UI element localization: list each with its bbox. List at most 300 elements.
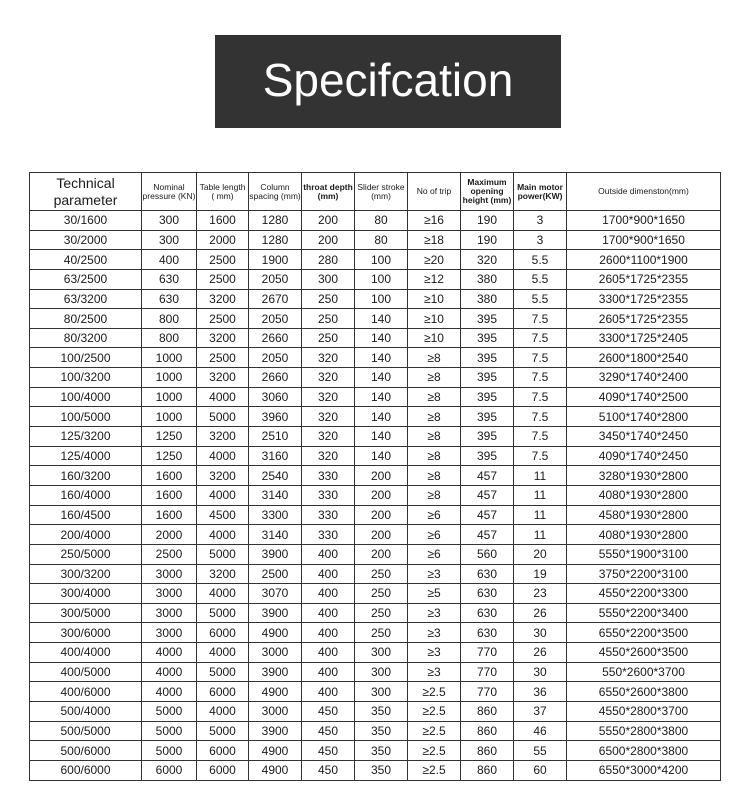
table-row xyxy=(30,702,721,722)
cell-nominal-pressure: 1000 xyxy=(142,348,197,368)
cell-max-opening-height: 630 xyxy=(461,584,514,604)
cell-slider-stroke: 250 xyxy=(355,564,408,584)
cell-throat-depth: 250 xyxy=(302,309,355,329)
table-row xyxy=(30,289,721,309)
cell-no-of-trip: ≥10 xyxy=(408,309,461,329)
cell-motor-power: 26 xyxy=(514,603,567,623)
cell-table-length: 5000 xyxy=(197,407,249,427)
header-no-of-trip: No of trip xyxy=(408,173,461,211)
cell-outside-dimension: 3300*1725*2405 xyxy=(567,328,721,348)
cell-model: 300/3200 xyxy=(30,564,142,584)
header-column-spacing: Column spacing (mm) xyxy=(249,173,302,211)
table-body xyxy=(30,211,721,781)
cell-model: 160/3200 xyxy=(30,466,142,486)
table-row xyxy=(30,446,721,466)
cell-no-of-trip: ≥3 xyxy=(408,662,461,682)
cell-column-spacing: 2050 xyxy=(249,269,302,289)
cell-no-of-trip: ≥12 xyxy=(408,269,461,289)
cell-column-spacing: 4900 xyxy=(249,741,302,761)
cell-slider-stroke: 140 xyxy=(355,446,408,466)
cell-outside-dimension: 3450*1740*2450 xyxy=(567,427,721,447)
cell-no-of-trip: ≥2.5 xyxy=(408,702,461,722)
cell-table-length: 2500 xyxy=(197,269,249,289)
cell-table-length: 2000 xyxy=(197,230,249,250)
cell-motor-power: 30 xyxy=(514,623,567,643)
cell-nominal-pressure: 1000 xyxy=(142,387,197,407)
cell-outside-dimension: 6500*2800*3800 xyxy=(567,741,721,761)
cell-outside-dimension: 6550*2600*3800 xyxy=(567,682,721,702)
cell-outside-dimension: 1700*900*1650 xyxy=(567,230,721,250)
cell-column-spacing: 2670 xyxy=(249,289,302,309)
cell-slider-stroke: 300 xyxy=(355,643,408,663)
cell-no-of-trip: ≥2.5 xyxy=(408,741,461,761)
cell-motor-power: 7.5 xyxy=(514,348,567,368)
cell-no-of-trip: ≥5 xyxy=(408,584,461,604)
title-banner xyxy=(215,35,561,128)
cell-nominal-pressure: 5000 xyxy=(142,702,197,722)
cell-model: 30/2000 xyxy=(30,230,142,250)
cell-table-length: 2500 xyxy=(197,309,249,329)
table-row xyxy=(30,721,721,741)
cell-model: 30/1600 xyxy=(30,211,142,231)
cell-motor-power: 5.5 xyxy=(514,289,567,309)
table-row xyxy=(30,368,721,388)
cell-throat-depth: 450 xyxy=(302,721,355,741)
cell-no-of-trip: ≥10 xyxy=(408,328,461,348)
cell-slider-stroke: 250 xyxy=(355,623,408,643)
cell-column-spacing: 3900 xyxy=(249,721,302,741)
cell-outside-dimension: 3280*1930*2800 xyxy=(567,466,721,486)
cell-nominal-pressure: 4000 xyxy=(142,682,197,702)
header-throat-depth: throat depth (mm) xyxy=(302,173,355,211)
cell-column-spacing: 2050 xyxy=(249,309,302,329)
page-title: Specifcation xyxy=(262,53,514,106)
cell-nominal-pressure: 1600 xyxy=(142,505,197,525)
cell-table-length: 6000 xyxy=(197,741,249,761)
cell-no-of-trip: ≥8 xyxy=(408,407,461,427)
cell-throat-depth: 320 xyxy=(302,368,355,388)
cell-motor-power: 60 xyxy=(514,760,567,780)
cell-outside-dimension: 3290*1740*2400 xyxy=(567,368,721,388)
cell-outside-dimension: 4550*2200*3300 xyxy=(567,584,721,604)
cell-model: 600/6000 xyxy=(30,760,142,780)
table-row xyxy=(30,466,721,486)
cell-outside-dimension: 4080*1930*2800 xyxy=(567,485,721,505)
cell-model: 80/3200 xyxy=(30,328,142,348)
cell-motor-power: 46 xyxy=(514,721,567,741)
cell-max-opening-height: 395 xyxy=(461,446,514,466)
cell-slider-stroke: 250 xyxy=(355,584,408,604)
cell-max-opening-height: 380 xyxy=(461,289,514,309)
cell-max-opening-height: 395 xyxy=(461,387,514,407)
cell-column-spacing: 1280 xyxy=(249,211,302,231)
cell-throat-depth: 400 xyxy=(302,682,355,702)
cell-no-of-trip: ≥8 xyxy=(408,427,461,447)
table-row xyxy=(30,525,721,545)
cell-model: 100/2500 xyxy=(30,348,142,368)
cell-model: 500/4000 xyxy=(30,702,142,722)
cell-motor-power: 7.5 xyxy=(514,368,567,388)
table-row xyxy=(30,328,721,348)
specification-table xyxy=(29,172,721,781)
cell-model: 63/2500 xyxy=(30,269,142,289)
table-row xyxy=(30,623,721,643)
cell-outside-dimension: 2600*1100*1900 xyxy=(567,250,721,270)
header-max-opening-height: Maximum opening height (mm) xyxy=(461,173,514,211)
cell-column-spacing: 3900 xyxy=(249,603,302,623)
cell-nominal-pressure: 2500 xyxy=(142,544,197,564)
cell-motor-power: 7.5 xyxy=(514,446,567,466)
cell-no-of-trip: ≥8 xyxy=(408,446,461,466)
table-row xyxy=(30,544,721,564)
cell-column-spacing: 4900 xyxy=(249,623,302,643)
cell-outside-dimension: 5100*1740*2800 xyxy=(567,407,721,427)
cell-max-opening-height: 630 xyxy=(461,603,514,623)
cell-max-opening-height: 190 xyxy=(461,230,514,250)
cell-model: 300/5000 xyxy=(30,603,142,623)
cell-model: 40/2500 xyxy=(30,250,142,270)
cell-outside-dimension: 1700*900*1650 xyxy=(567,211,721,231)
cell-no-of-trip: ≥10 xyxy=(408,289,461,309)
cell-throat-depth: 330 xyxy=(302,485,355,505)
cell-slider-stroke: 140 xyxy=(355,328,408,348)
header-row xyxy=(30,173,721,211)
cell-column-spacing: 2050 xyxy=(249,348,302,368)
cell-column-spacing: 3900 xyxy=(249,662,302,682)
cell-table-length: 5000 xyxy=(197,662,249,682)
cell-table-length: 4000 xyxy=(197,387,249,407)
cell-throat-depth: 320 xyxy=(302,407,355,427)
table-row xyxy=(30,603,721,623)
cell-slider-stroke: 200 xyxy=(355,544,408,564)
cell-no-of-trip: ≥2.5 xyxy=(408,721,461,741)
cell-no-of-trip: ≥8 xyxy=(408,466,461,486)
cell-motor-power: 5.5 xyxy=(514,250,567,270)
cell-model: 160/4500 xyxy=(30,505,142,525)
cell-nominal-pressure: 800 xyxy=(142,309,197,329)
cell-throat-depth: 400 xyxy=(302,623,355,643)
cell-motor-power: 3 xyxy=(514,230,567,250)
cell-nominal-pressure: 1250 xyxy=(142,446,197,466)
cell-no-of-trip: ≥3 xyxy=(408,603,461,623)
table-row xyxy=(30,309,721,329)
cell-max-opening-height: 395 xyxy=(461,368,514,388)
cell-table-length: 3200 xyxy=(197,328,249,348)
cell-table-length: 1600 xyxy=(197,211,249,231)
cell-nominal-pressure: 3000 xyxy=(142,603,197,623)
cell-table-length: 4500 xyxy=(197,505,249,525)
table-row xyxy=(30,407,721,427)
cell-table-length: 5000 xyxy=(197,544,249,564)
cell-outside-dimension: 4550*2600*3500 xyxy=(567,643,721,663)
cell-max-opening-height: 395 xyxy=(461,427,514,447)
cell-throat-depth: 400 xyxy=(302,584,355,604)
cell-slider-stroke: 100 xyxy=(355,289,408,309)
cell-max-opening-height: 457 xyxy=(461,485,514,505)
cell-nominal-pressure: 2000 xyxy=(142,525,197,545)
cell-no-of-trip: ≥20 xyxy=(408,250,461,270)
cell-throat-depth: 400 xyxy=(302,603,355,623)
cell-throat-depth: 450 xyxy=(302,760,355,780)
cell-throat-depth: 320 xyxy=(302,427,355,447)
cell-max-opening-height: 457 xyxy=(461,525,514,545)
table-row xyxy=(30,250,721,270)
cell-slider-stroke: 140 xyxy=(355,407,408,427)
cell-column-spacing: 3000 xyxy=(249,702,302,722)
cell-outside-dimension: 550*2600*3700 xyxy=(567,662,721,682)
cell-model: 80/2500 xyxy=(30,309,142,329)
cell-column-spacing: 3140 xyxy=(249,485,302,505)
cell-outside-dimension: 4580*1930*2800 xyxy=(567,505,721,525)
cell-motor-power: 26 xyxy=(514,643,567,663)
cell-model: 125/3200 xyxy=(30,427,142,447)
cell-model: 250/5000 xyxy=(30,544,142,564)
cell-throat-depth: 450 xyxy=(302,702,355,722)
cell-max-opening-height: 395 xyxy=(461,348,514,368)
cell-model: 400/5000 xyxy=(30,662,142,682)
cell-no-of-trip: ≥6 xyxy=(408,505,461,525)
cell-column-spacing: 2660 xyxy=(249,328,302,348)
cell-nominal-pressure: 3000 xyxy=(142,623,197,643)
cell-outside-dimension: 6550*3000*4200 xyxy=(567,760,721,780)
cell-max-opening-height: 457 xyxy=(461,466,514,486)
cell-no-of-trip: ≥8 xyxy=(408,348,461,368)
cell-model: 100/3200 xyxy=(30,368,142,388)
cell-nominal-pressure: 1250 xyxy=(142,427,197,447)
cell-no-of-trip: ≥18 xyxy=(408,230,461,250)
cell-nominal-pressure: 400 xyxy=(142,250,197,270)
cell-max-opening-height: 860 xyxy=(461,741,514,761)
cell-model: 200/4000 xyxy=(30,525,142,545)
table-row xyxy=(30,427,721,447)
cell-motor-power: 7.5 xyxy=(514,328,567,348)
table-header xyxy=(30,173,721,211)
cell-throat-depth: 300 xyxy=(302,269,355,289)
cell-nominal-pressure: 300 xyxy=(142,211,197,231)
cell-motor-power: 11 xyxy=(514,485,567,505)
cell-slider-stroke: 200 xyxy=(355,485,408,505)
cell-throat-depth: 330 xyxy=(302,505,355,525)
cell-outside-dimension: 3300*1725*2355 xyxy=(567,289,721,309)
cell-no-of-trip: ≥8 xyxy=(408,387,461,407)
cell-column-spacing: 3960 xyxy=(249,407,302,427)
cell-column-spacing: 3070 xyxy=(249,584,302,604)
cell-motor-power: 19 xyxy=(514,564,567,584)
cell-column-spacing: 3060 xyxy=(249,387,302,407)
cell-motor-power: 37 xyxy=(514,702,567,722)
cell-max-opening-height: 457 xyxy=(461,505,514,525)
cell-slider-stroke: 140 xyxy=(355,348,408,368)
cell-model: 125/4000 xyxy=(30,446,142,466)
table-row xyxy=(30,211,721,231)
cell-throat-depth: 250 xyxy=(302,289,355,309)
cell-no-of-trip: ≥8 xyxy=(408,485,461,505)
cell-slider-stroke: 350 xyxy=(355,702,408,722)
cell-slider-stroke: 100 xyxy=(355,250,408,270)
cell-throat-depth: 400 xyxy=(302,544,355,564)
cell-throat-depth: 280 xyxy=(302,250,355,270)
cell-table-length: 5000 xyxy=(197,603,249,623)
table-row xyxy=(30,230,721,250)
cell-slider-stroke: 140 xyxy=(355,368,408,388)
cell-nominal-pressure: 300 xyxy=(142,230,197,250)
cell-column-spacing: 2660 xyxy=(249,368,302,388)
table-row xyxy=(30,348,721,368)
cell-max-opening-height: 630 xyxy=(461,623,514,643)
cell-motor-power: 30 xyxy=(514,662,567,682)
cell-motor-power: 55 xyxy=(514,741,567,761)
cell-column-spacing: 1900 xyxy=(249,250,302,270)
cell-motor-power: 7.5 xyxy=(514,387,567,407)
cell-motor-power: 23 xyxy=(514,584,567,604)
cell-throat-depth: 330 xyxy=(302,466,355,486)
cell-no-of-trip: ≥8 xyxy=(408,368,461,388)
cell-motor-power: 7.5 xyxy=(514,407,567,427)
cell-max-opening-height: 630 xyxy=(461,564,514,584)
cell-table-length: 4000 xyxy=(197,525,249,545)
cell-nominal-pressure: 4000 xyxy=(142,643,197,663)
header-main-motor-power: Main motor power(KW) xyxy=(514,173,567,211)
table-row xyxy=(30,564,721,584)
cell-model: 100/5000 xyxy=(30,407,142,427)
header-outside-dimension: Outside dimenston(mm) xyxy=(567,173,721,211)
cell-column-spacing: 4900 xyxy=(249,682,302,702)
cell-slider-stroke: 140 xyxy=(355,309,408,329)
table-row xyxy=(30,269,721,289)
cell-outside-dimension: 4090*1740*2500 xyxy=(567,387,721,407)
cell-model: 300/6000 xyxy=(30,623,142,643)
cell-slider-stroke: 80 xyxy=(355,211,408,231)
cell-max-opening-height: 560 xyxy=(461,544,514,564)
cell-slider-stroke: 250 xyxy=(355,603,408,623)
cell-outside-dimension: 2605*1725*2355 xyxy=(567,309,721,329)
cell-no-of-trip: ≥2.5 xyxy=(408,682,461,702)
cell-model: 100/4000 xyxy=(30,387,142,407)
table-row xyxy=(30,682,721,702)
cell-column-spacing: 3000 xyxy=(249,643,302,663)
cell-throat-depth: 330 xyxy=(302,525,355,545)
cell-throat-depth: 250 xyxy=(302,328,355,348)
cell-no-of-trip: ≥3 xyxy=(408,623,461,643)
table-row xyxy=(30,643,721,663)
cell-motor-power: 3 xyxy=(514,211,567,231)
cell-outside-dimension: 5550*1900*3100 xyxy=(567,544,721,564)
cell-outside-dimension: 5550*2800*3800 xyxy=(567,721,721,741)
cell-motor-power: 7.5 xyxy=(514,427,567,447)
cell-column-spacing: 4900 xyxy=(249,760,302,780)
cell-motor-power: 11 xyxy=(514,525,567,545)
cell-slider-stroke: 80 xyxy=(355,230,408,250)
cell-throat-depth: 400 xyxy=(302,564,355,584)
cell-column-spacing: 2540 xyxy=(249,466,302,486)
cell-column-spacing: 3300 xyxy=(249,505,302,525)
cell-max-opening-height: 770 xyxy=(461,682,514,702)
cell-outside-dimension: 2600*1800*2540 xyxy=(567,348,721,368)
cell-nominal-pressure: 5000 xyxy=(142,741,197,761)
cell-nominal-pressure: 6000 xyxy=(142,760,197,780)
cell-throat-depth: 400 xyxy=(302,643,355,663)
cell-slider-stroke: 200 xyxy=(355,466,408,486)
cell-throat-depth: 320 xyxy=(302,446,355,466)
cell-column-spacing: 2500 xyxy=(249,564,302,584)
cell-no-of-trip: ≥3 xyxy=(408,643,461,663)
cell-model: 300/4000 xyxy=(30,584,142,604)
cell-column-spacing: 1280 xyxy=(249,230,302,250)
cell-max-opening-height: 860 xyxy=(461,702,514,722)
cell-max-opening-height: 860 xyxy=(461,721,514,741)
cell-max-opening-height: 380 xyxy=(461,269,514,289)
cell-outside-dimension: 6550*2200*3500 xyxy=(567,623,721,643)
cell-nominal-pressure: 630 xyxy=(142,289,197,309)
cell-max-opening-height: 770 xyxy=(461,643,514,663)
cell-no-of-trip: ≥2.5 xyxy=(408,760,461,780)
header-table-length: Table length ( mm) xyxy=(197,173,249,211)
cell-throat-depth: 450 xyxy=(302,741,355,761)
cell-nominal-pressure: 3000 xyxy=(142,564,197,584)
cell-motor-power: 11 xyxy=(514,466,567,486)
cell-table-length: 6000 xyxy=(197,682,249,702)
cell-table-length: 4000 xyxy=(197,485,249,505)
cell-motor-power: 20 xyxy=(514,544,567,564)
cell-throat-depth: 400 xyxy=(302,662,355,682)
cell-nominal-pressure: 800 xyxy=(142,328,197,348)
cell-model: 160/4000 xyxy=(30,485,142,505)
cell-motor-power: 7.5 xyxy=(514,309,567,329)
cell-table-length: 3200 xyxy=(197,564,249,584)
cell-max-opening-height: 860 xyxy=(461,760,514,780)
table-row xyxy=(30,485,721,505)
cell-table-length: 5000 xyxy=(197,721,249,741)
cell-no-of-trip: ≥6 xyxy=(408,525,461,545)
cell-model: 400/4000 xyxy=(30,643,142,663)
cell-throat-depth: 200 xyxy=(302,211,355,231)
cell-max-opening-height: 320 xyxy=(461,250,514,270)
cell-nominal-pressure: 3000 xyxy=(142,584,197,604)
cell-slider-stroke: 200 xyxy=(355,525,408,545)
table-row xyxy=(30,760,721,780)
cell-max-opening-height: 395 xyxy=(461,309,514,329)
cell-table-length: 3200 xyxy=(197,427,249,447)
cell-model: 500/6000 xyxy=(30,741,142,761)
cell-throat-depth: 320 xyxy=(302,387,355,407)
cell-outside-dimension: 4080*1930*2800 xyxy=(567,525,721,545)
table-row xyxy=(30,584,721,604)
cell-no-of-trip: ≥16 xyxy=(408,211,461,231)
cell-motor-power: 5.5 xyxy=(514,269,567,289)
cell-nominal-pressure: 1000 xyxy=(142,368,197,388)
cell-max-opening-height: 395 xyxy=(461,407,514,427)
cell-table-length: 3200 xyxy=(197,466,249,486)
cell-table-length: 3200 xyxy=(197,368,249,388)
cell-table-length: 6000 xyxy=(197,760,249,780)
cell-column-spacing: 3160 xyxy=(249,446,302,466)
header-slider-stroke: Slider stroke (mm) xyxy=(355,173,408,211)
cell-table-length: 4000 xyxy=(197,446,249,466)
cell-max-opening-height: 190 xyxy=(461,211,514,231)
cell-table-length: 4000 xyxy=(197,584,249,604)
cell-model: 500/5000 xyxy=(30,721,142,741)
cell-no-of-trip: ≥3 xyxy=(408,564,461,584)
cell-column-spacing: 3140 xyxy=(249,525,302,545)
cell-outside-dimension: 3750*2200*3100 xyxy=(567,564,721,584)
cell-table-length: 4000 xyxy=(197,702,249,722)
cell-max-opening-height: 395 xyxy=(461,328,514,348)
cell-slider-stroke: 350 xyxy=(355,760,408,780)
cell-slider-stroke: 100 xyxy=(355,269,408,289)
cell-nominal-pressure: 5000 xyxy=(142,721,197,741)
cell-nominal-pressure: 1600 xyxy=(142,485,197,505)
header-nominal-pressure: Nominal pressure (KN) xyxy=(142,173,197,211)
